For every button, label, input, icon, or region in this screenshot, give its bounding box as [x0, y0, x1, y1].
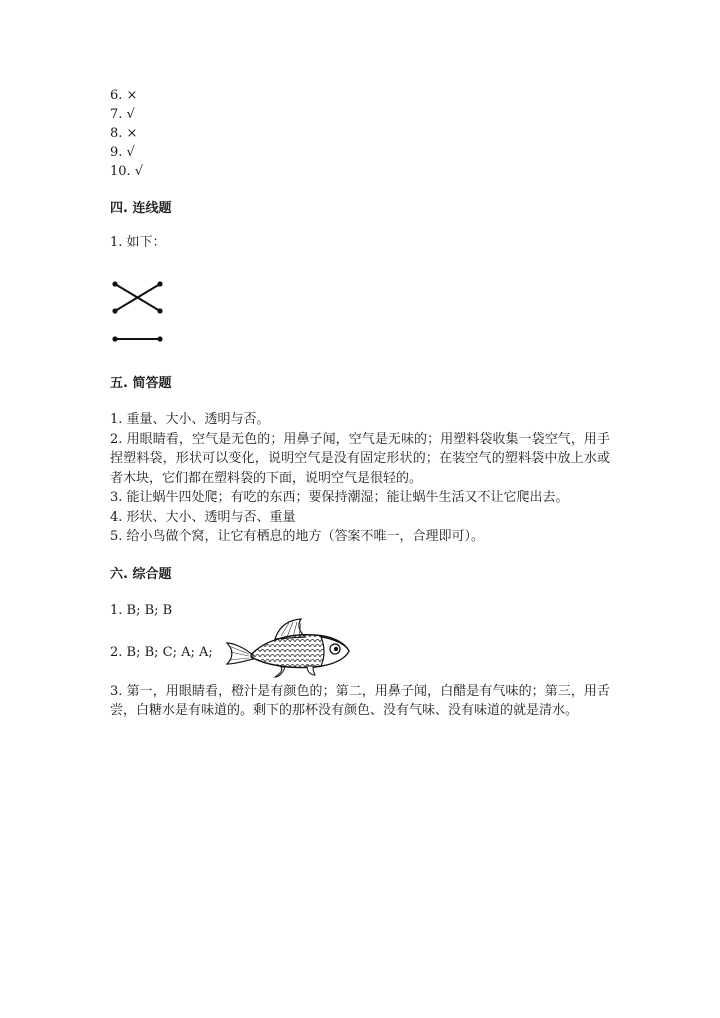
section-6-item-2-row	[110, 620, 610, 682]
answer-10: 10. √	[110, 164, 144, 179]
section-6-item-1: 1. B; B; B	[110, 602, 173, 618]
section-5-item-2: 2. 用眼睛看，空气是无色的；用鼻子闻，空气是无味的；用塑料袋收集一袋空气，用手捏塑料袋，形状可以变化，说明空气是没有固定形状的；在装空气的塑料袋中放上水或者木块，它们都在塑料袋的下面，说明空气是很轻的。	[110, 431, 610, 486]
section-5-title: 五. 简答题	[110, 376, 172, 391]
section-5-item-3: 3. 能让蜗牛四处爬；有吃的东西；要保持潮湿；能让蜗牛生活又不让它爬出去。	[110, 490, 569, 505]
section-5-item-4: 4. 形状、大小、透明与否、重量	[110, 509, 296, 525]
section-5-answers	[110, 410, 610, 547]
matching-lines-figure	[110, 264, 170, 344]
section-6-title: 六. 综合题	[110, 566, 172, 582]
section-6-item-2: 2. B; B; C; A; A;	[110, 645, 213, 660]
judgement-answers	[110, 86, 610, 181]
fish-icon	[225, 617, 351, 679]
section-5-item-1: 1. 重量、大小、透明与否。	[110, 412, 270, 427]
section-4-title: 四. 连线题	[110, 201, 172, 216]
answer-8: 8. ×	[110, 126, 138, 141]
answer-9: 9. √	[110, 145, 135, 160]
section-6-item-3: 3. 第一，用眼睛看，橙汁是有颜色的；第二，用鼻子闻，白醋是有气味的；第三，用舌尝，白糖水是有味道的。剩下的那杯没有颜色、没有气味、没有味道的就是清水。	[110, 683, 610, 718]
section-5-item-5: 5. 给小鸟做个窝，让它有栖息的地方（答案不唯一，合理即可）。	[110, 529, 485, 544]
answer-7: 7. √	[110, 107, 135, 122]
section-4-item-1: 1. 如下：	[110, 235, 166, 250]
answer-page	[110, 86, 610, 721]
answer-6: 6. ×	[110, 88, 138, 103]
